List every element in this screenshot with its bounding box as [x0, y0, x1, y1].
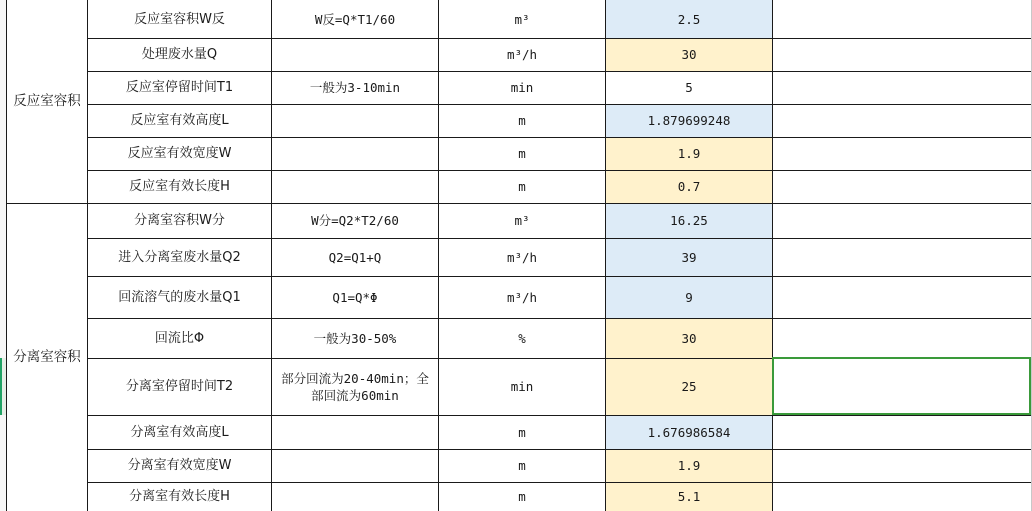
active-cell-selection[interactable] — [772, 357, 1031, 415]
cell-param-name[interactable]: 回流溶气的废水量Q1 — [118, 289, 241, 305]
cell-empty[interactable] — [773, 71, 1031, 104]
cell-value[interactable]: 30 — [681, 330, 697, 346]
cell-unit[interactable]: m³/h — [506, 47, 538, 62]
cell-formula[interactable]: W反=Q*T1/60 — [314, 11, 396, 27]
cell-empty[interactable] — [773, 482, 1031, 511]
cell-unit[interactable]: m — [518, 146, 526, 161]
cell-empty[interactable] — [773, 38, 1031, 71]
cell-value[interactable]: 16.25 — [670, 213, 708, 228]
cell-unit[interactable]: min — [510, 379, 534, 394]
cell-formula[interactable] — [272, 38, 438, 71]
cell-param-name[interactable]: 分离室停留时间T2 — [125, 379, 234, 394]
cell-empty[interactable] — [773, 104, 1031, 137]
cell-unit[interactable]: m³ — [514, 213, 530, 228]
cell-unit[interactable]: m — [518, 424, 526, 440]
cell-value[interactable]: 9 — [685, 289, 693, 305]
cell-unit[interactable]: m — [518, 179, 526, 194]
cell-empty[interactable] — [773, 276, 1031, 318]
cell-value[interactable]: 5 — [685, 80, 693, 95]
cell-unit[interactable]: m³/h — [506, 289, 538, 305]
cell-param-name[interactable]: 处理废水量Q — [141, 47, 218, 62]
cell-formula[interactable]: 一般为3-10min — [309, 80, 401, 95]
cell-value[interactable]: 5.1 — [677, 489, 701, 504]
cell-value[interactable]: 0.7 — [677, 179, 701, 194]
cell-empty[interactable] — [773, 318, 1031, 358]
cell-unit[interactable]: % — [518, 330, 526, 346]
cell-formula[interactable]: W分=Q2*T2/60 — [311, 213, 399, 228]
cell-value[interactable]: 1.9 — [677, 458, 701, 473]
cell-empty[interactable] — [773, 415, 1031, 449]
cell-formula[interactable] — [272, 104, 438, 137]
cell-empty[interactable] — [773, 238, 1031, 276]
cell-value[interactable]: 39 — [681, 249, 697, 265]
cell-value[interactable]: 1.879699248 — [647, 113, 731, 128]
cell-value[interactable]: 25 — [681, 379, 697, 394]
cell-formula[interactable] — [272, 137, 438, 170]
cell-param-name[interactable]: 回流比Φ — [154, 330, 205, 346]
cell-formula[interactable]: 一般为30-50% — [313, 330, 397, 346]
cell-value[interactable]: 1.9 — [677, 146, 701, 161]
cell-param-name[interactable]: 分离室有效宽度W — [127, 458, 232, 473]
cell-empty[interactable] — [773, 137, 1031, 170]
cell-param-name[interactable]: 分离室有效长度H — [129, 489, 230, 504]
cell-param-name[interactable]: 分离室容积W分 — [134, 213, 225, 228]
cell-formula[interactable] — [272, 482, 438, 511]
cell-empty[interactable] — [773, 203, 1031, 238]
cell-formula[interactable] — [272, 449, 438, 482]
cell-value[interactable]: 2.5 — [677, 11, 701, 27]
cell-unit[interactable]: m³ — [514, 11, 530, 27]
cell-value[interactable]: 1.676986584 — [647, 424, 731, 440]
cell-unit[interactable]: m — [518, 458, 526, 473]
cell-param-name[interactable]: 进入分离室废水量Q2 — [118, 249, 241, 265]
cell-formula[interactable]: Q2=Q1+Q — [328, 249, 382, 265]
cell-unit[interactable]: m³/h — [506, 249, 538, 265]
cell-formula[interactable] — [272, 170, 438, 203]
cell-param-name[interactable]: 分离室有效高度L — [130, 424, 229, 440]
cell-empty[interactable] — [773, 449, 1031, 482]
cell-param-name[interactable]: 反应室停留时间T1 — [125, 80, 234, 95]
group-label: 分离室容积 — [13, 348, 81, 365]
cell-formula[interactable] — [272, 415, 438, 449]
cell-unit[interactable]: min — [510, 80, 534, 95]
cell-formula[interactable]: 部分回流为20-40min；全部回流为60min — [281, 370, 429, 403]
cell-unit[interactable]: m — [518, 113, 526, 128]
cell-unit[interactable]: m — [518, 489, 526, 504]
cell-param-name[interactable]: 反应室容积W反 — [134, 11, 225, 27]
cell-param-name[interactable]: 反应室有效宽度W — [127, 146, 232, 161]
cell-formula[interactable]: Q1=Q*Φ — [332, 289, 378, 305]
cell-param-name[interactable]: 反应室有效长度H — [129, 179, 230, 194]
cell-empty[interactable] — [773, 0, 1031, 38]
cell-value[interactable]: 30 — [681, 47, 697, 62]
cell-empty[interactable] — [773, 170, 1031, 203]
cell-param-name[interactable]: 反应室有效高度L — [130, 113, 229, 128]
group-label: 反应室容积 — [13, 93, 81, 109]
